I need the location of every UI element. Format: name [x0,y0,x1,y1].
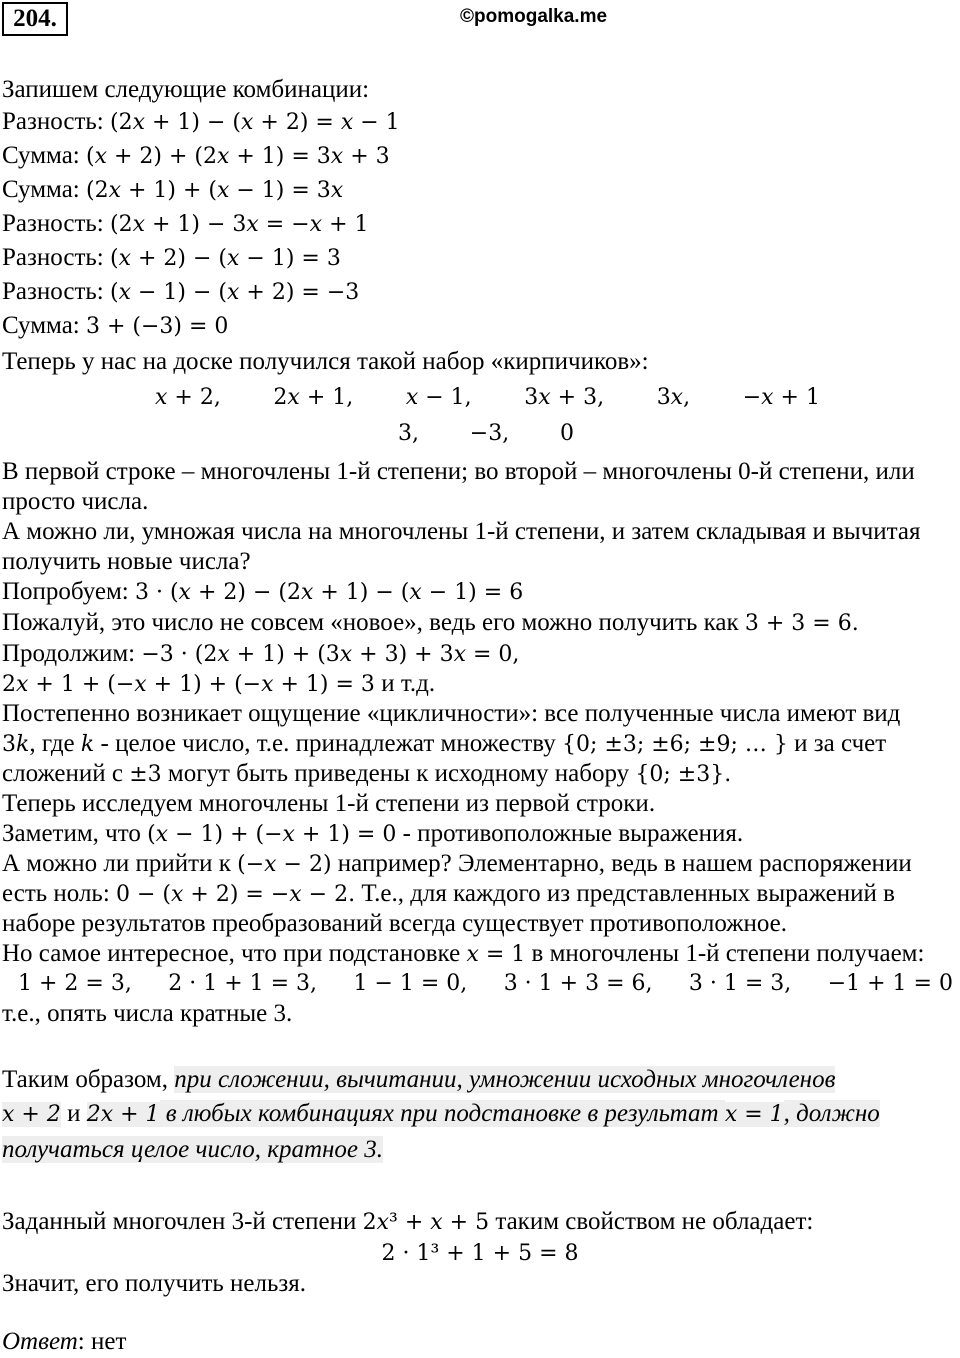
combination-row [2,174,343,207]
combination-label: Разность: [2,108,104,135]
zero-line: есть ноль: 0 − (𝑥 + 2) = −𝑥 − 2. Т.е., для каждого из представленных выражений в [2,880,895,907]
watermark: ©pomogalka.me [460,6,608,27]
continue-line: Продолжим: −3 · (2𝑥 + 1) + (3𝑥 + 3) + 3𝑥 = 0, [2,640,520,667]
brick: 𝑥 + 2, [155,385,221,410]
given-line: Заданный многочлен 3-й степени 2𝑥³ + 𝑥 + 5 таким свойством не обладает: [2,1208,814,1235]
brick: 3, [398,421,419,446]
conclusion-line-3: получаться целое число, кратное 3. [2,1136,383,1163]
brick: 𝑥 − 1, [405,385,472,410]
combination-row [2,208,369,241]
combination-row [2,242,341,275]
combination-expression: (2𝑥 + 1) + (𝑥 − 1) = 3𝑥 [85,178,344,203]
cyclic-line-3: сложений с ±3 могут быть приведены к исходному набору {0; ±3}. [2,760,732,787]
result-item: 3 · 1 = 3, [688,971,792,996]
result-item: 1 − 1 = 0, [353,971,468,996]
intro-text: Запишем следующие комбинации: [2,76,370,103]
bricks-row-2 [398,418,574,450]
combination-row [2,276,359,309]
brick: 2𝑥 + 1, [273,385,354,410]
combination-expression: 3 + (−3) = 0 [85,314,229,339]
impossible-line: Значит, его получить нельзя. [2,1270,307,1297]
brick: 3𝑥, [656,385,691,410]
combination-row [2,310,228,343]
combination-label: Сумма: [2,312,80,339]
try-line: Попробуем: 3 · (𝑥 + 2) − (2𝑥 + 1) − (𝑥 − 1) = 6 [2,578,524,605]
cyclic-line-1: Постепенно возникает ощущение «цикличности»: все полученные числа имеют вид [2,700,901,727]
conclusion-line-2: 𝑥 + 2 и 2𝑥 + 1 в любых комбинациях при подстановке в результат 𝑥 = 1, должно [2,1100,880,1127]
answer-value: : нет [77,1328,127,1355]
opposite-note: Заметим, что (𝑥 − 1) + (−𝑥 + 1) = 0 - противоположные выражения. [2,820,744,847]
combination-label: Сумма: [2,142,80,169]
substitution-results [18,968,953,1000]
zero-line-2: наборе результатов преобразований всегда существует противоположное. [2,910,787,937]
continue-line-2: 2𝑥 + 1 + (−𝑥 + 1) + (−𝑥 + 1) = 3 и т.д. [2,670,436,697]
combination-label: Разность: [2,210,104,237]
combination-label: Разность: [2,278,104,305]
question-line: А можно ли прийти к (−𝑥 − 2) например? Элементарно, ведь в нашем распоряжении [2,850,912,877]
problem-number: 204. [2,2,68,36]
answer-label: Ответ [2,1328,78,1355]
combination-expression: (𝑥 + 2) − (𝑥 − 1) = 3 [110,246,341,271]
substitution-line: Но самое интересное, что при подстановке 𝑥 = 1 в многочлены 1-й степени получаем: [2,940,925,967]
result-item: −1 + 1 = 0 [827,971,953,996]
combination-expression: (2𝑥 + 1) − 3𝑥 = −𝑥 + 1 [110,212,369,237]
paragraph-question-1: А можно ли, умножая числа на многочлены 1-й степени, и затем складывая и вычитая [2,518,921,545]
multiples-line: т.е., опять числа кратные 3. [2,1000,293,1027]
given-calc: 2 · 1³ + 1 + 5 = 8 [381,1241,579,1266]
result-item: 1 + 2 = 3, [18,971,132,996]
brick: −𝑥 + 1 [742,385,820,410]
brick: 0 [560,421,574,446]
brick: 3𝑥 + 3, [524,385,605,410]
cyclic-line-2: 3𝑘, где 𝑘 - целое число, т.е. принадлежат множеству {0; ±3; ±6; ±9; … } и за счет [2,730,887,757]
bricks-intro: Теперь у нас на доске получился такой набор «кирпичиков»: [2,348,649,375]
study-line: Теперь исследуем многочлены 1-й степени из первой строки. [2,790,656,817]
paragraph-degree-2: просто числа. [2,488,149,515]
combination-label: Сумма: [2,176,80,203]
conclusion-line-1: Таким образом, при сложении, вычитании, умножении исходных многочленов [2,1066,836,1093]
combination-expression: (𝑥 + 2) + (2𝑥 + 1) = 3𝑥 + 3 [85,144,390,169]
answer-line [2,1326,126,1358]
combination-expression: (𝑥 − 1) − (𝑥 + 2) = −3 [110,280,360,305]
perhaps-line: Пожалуй, это число не совсем «новое», ведь его можно получить как 3 + 3 = 6. [2,609,859,636]
paragraph-degree-1: В первой строке – многочлены 1-й степени; во второй – многочлены 0-й степени, или [2,458,915,485]
paragraph-question-2: получить новые числа? [2,548,251,575]
combination-expression: (2𝑥 + 1) − (𝑥 + 2) = 𝑥 − 1 [110,110,400,135]
bricks-row-1 [155,382,820,414]
combination-label: Разность: [2,244,104,271]
brick: −3, [469,421,510,446]
combination-row [2,140,390,173]
result-item: 2 · 1 + 1 = 3, [168,971,318,996]
combination-row [2,106,400,139]
result-item: 3 · 1 + 3 = 6, [503,971,653,996]
